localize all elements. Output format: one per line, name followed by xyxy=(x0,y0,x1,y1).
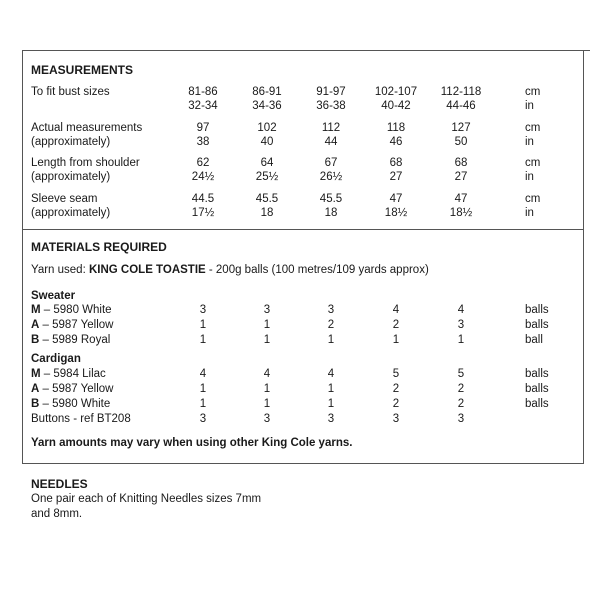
yarn-quantity: 5 xyxy=(392,368,400,380)
yarn-quantity: 2 xyxy=(392,383,400,395)
yarn-color: – 5987 Yellow xyxy=(39,383,114,395)
measurement-cm-value: 68 xyxy=(454,157,468,169)
yarn-code: A xyxy=(31,319,40,331)
measurement-in-value: 24½ xyxy=(191,171,215,183)
measurement-in-value: 26½ xyxy=(319,171,343,183)
measurement-in-value: 18½ xyxy=(449,207,473,219)
yarn-code: M xyxy=(31,304,41,316)
yarn-quantity: 3 xyxy=(392,413,400,425)
unit-cm: cm xyxy=(525,86,541,98)
measurement-cm-value: 81-86 xyxy=(188,86,218,98)
yarn-quantity: 3 xyxy=(457,319,465,331)
measurement-in-value: 18 xyxy=(324,207,338,219)
yarn-quantity: 1 xyxy=(263,398,271,410)
measurement-cm-value: 62 xyxy=(196,157,210,169)
yarn-color: – 5980 White xyxy=(40,304,112,316)
measurement-cm-value: 97 xyxy=(196,122,210,134)
unit-cm: cm xyxy=(525,193,541,205)
yarn-quantity: 3 xyxy=(263,413,271,425)
yarn-quantity: 3 xyxy=(199,304,207,316)
measurement-in-value: 40 xyxy=(260,136,274,148)
yarn-code: B xyxy=(31,398,40,410)
yarn-color: – 5989 Royal xyxy=(39,334,111,346)
measurement-in-value: 44-46 xyxy=(446,100,476,112)
measurements-heading: MEASUREMENTS xyxy=(31,63,134,77)
needles-line-2: and 8mm. xyxy=(31,508,83,520)
yarn-code: M xyxy=(31,368,41,380)
measurement-in-value: 17½ xyxy=(191,207,215,219)
unit-in: in xyxy=(525,171,534,183)
measurement-in-value: 27 xyxy=(389,171,403,183)
yarn-unit: balls xyxy=(525,368,549,380)
yarn-quantity: 1 xyxy=(392,334,400,346)
measurement-in-value: 32-34 xyxy=(188,100,218,112)
yarn-quantity: 1 xyxy=(457,334,465,346)
yarn-quantity: 2 xyxy=(457,398,465,410)
measurement-in-value: 38 xyxy=(196,136,210,148)
yarn-color: – 5987 Yellow xyxy=(39,319,114,331)
yarn-code: A xyxy=(31,383,40,395)
measurement-sublabel: (approximately) xyxy=(31,207,111,219)
measurement-in-value: 25½ xyxy=(255,171,279,183)
yarn-quantity: 1 xyxy=(199,398,207,410)
yarn-quantity: 3 xyxy=(263,304,271,316)
measurement-cm-value: 64 xyxy=(260,157,274,169)
yarn-quantity: 1 xyxy=(263,334,271,346)
yarn-row-label xyxy=(31,397,110,411)
measurement-sublabel: (approximately) xyxy=(31,171,111,183)
yarn-quantity: 2 xyxy=(327,319,335,331)
measurement-in-value: 50 xyxy=(454,136,468,148)
yarn-quantity: 1 xyxy=(327,334,335,346)
materials-heading: MATERIALS REQUIRED xyxy=(31,240,167,254)
yarn-quantity: 4 xyxy=(392,304,400,316)
measurement-cm-value: 118 xyxy=(386,122,406,134)
yarn-color: – 5980 White xyxy=(39,398,111,410)
measurement-label: Actual measurements xyxy=(31,122,143,134)
measurement-in-value: 27 xyxy=(454,171,468,183)
right-border xyxy=(583,50,584,464)
yarn-quantity: 4 xyxy=(327,368,335,380)
top-border xyxy=(22,50,590,51)
measurement-cm-value: 112 xyxy=(321,122,341,134)
yarn-quantity: 3 xyxy=(327,413,335,425)
measurement-in-value: 40-42 xyxy=(381,100,411,112)
measurement-cm-value: 112-118 xyxy=(440,86,482,98)
measurement-in-value: 18½ xyxy=(384,207,408,219)
measurement-cm-value: 91-97 xyxy=(316,86,346,98)
left-border xyxy=(22,50,23,464)
measurement-cm-value: 45.5 xyxy=(255,193,279,205)
yarn-quantity: 3 xyxy=(199,413,207,425)
measurement-cm-value: 68 xyxy=(389,157,403,169)
yarn-row-label xyxy=(31,318,114,332)
yarn-color: – 5984 Lilac xyxy=(40,368,106,380)
measurement-cm-value: 127 xyxy=(451,122,471,134)
yarn-quantity: 1 xyxy=(327,398,335,410)
measurement-cm-value: 102-107 xyxy=(374,86,418,98)
yarn-quantity: 1 xyxy=(199,383,207,395)
needles-heading: NEEDLES xyxy=(31,477,88,491)
yarn-quantity: 3 xyxy=(457,413,465,425)
yarn-row-label xyxy=(31,412,131,426)
unit-in: in xyxy=(525,207,534,219)
section-divider xyxy=(22,229,584,230)
measurement-cm-value: 47 xyxy=(389,193,403,205)
needles-line-1: One pair each of Knitting Needles sizes 7mm xyxy=(31,493,262,505)
yarn-code: B xyxy=(31,334,40,346)
yarn-quantity: 1 xyxy=(263,319,271,331)
measurement-cm-value: 86-91 xyxy=(252,86,282,98)
yarn-row-label xyxy=(31,303,112,317)
yarn-row-label xyxy=(31,382,114,396)
yarn-color: Buttons - ref BT208 xyxy=(31,413,131,425)
measurement-cm-value: 67 xyxy=(324,157,338,169)
yarn-row-label xyxy=(31,333,110,347)
measurement-in-value: 36-38 xyxy=(316,100,346,112)
unit-cm: cm xyxy=(525,157,541,169)
measurement-in-value: 18 xyxy=(260,207,274,219)
measurement-in-value: 44 xyxy=(324,136,338,148)
yarn-quantity: 1 xyxy=(327,383,335,395)
measurement-label: To fit bust sizes xyxy=(31,86,110,98)
yarn-note: Yarn amounts may vary when using other King Cole yarns. xyxy=(31,437,353,449)
measurement-cm-value: 45.5 xyxy=(319,193,343,205)
measurement-label: Sleeve seam xyxy=(31,193,98,205)
measurement-in-value: 46 xyxy=(389,136,403,148)
yarn-quantity: 1 xyxy=(199,319,207,331)
measurement-label: Length from shoulder xyxy=(31,157,140,169)
yarn-quantity: 1 xyxy=(199,334,207,346)
yarn-suffix: - 200g balls (100 metres/109 yards approx) xyxy=(205,264,429,276)
measurement-cm-value: 102 xyxy=(257,122,277,134)
measurement-cm-value: 47 xyxy=(454,193,468,205)
yarn-unit: balls xyxy=(525,398,549,410)
cardigan-title: Cardigan xyxy=(31,353,81,365)
yarn-unit: balls xyxy=(525,383,549,395)
measurement-in-value: 34-36 xyxy=(252,100,282,112)
bottom-border xyxy=(22,463,584,464)
yarn-unit: ball xyxy=(525,334,543,346)
yarn-quantity: 4 xyxy=(457,304,465,316)
yarn-quantity: 1 xyxy=(263,383,271,395)
yarn-quantity: 4 xyxy=(199,368,207,380)
yarn-row-label xyxy=(31,367,106,381)
yarn-unit: balls xyxy=(525,304,549,316)
yarn-quantity: 2 xyxy=(392,319,400,331)
unit-in: in xyxy=(525,136,534,148)
measurement-sublabel: (approximately) xyxy=(31,136,111,148)
yarn-quantity: 2 xyxy=(457,383,465,395)
yarn-quantity: 3 xyxy=(327,304,335,316)
yarn-used-line xyxy=(31,263,429,277)
yarn-quantity: 4 xyxy=(263,368,271,380)
yarn-prefix: Yarn used: xyxy=(31,264,89,276)
unit-cm: cm xyxy=(525,122,541,134)
yarn-unit: balls xyxy=(525,319,549,331)
unit-in: in xyxy=(525,100,534,112)
yarn-name: KING COLE TOASTIE xyxy=(88,264,206,276)
measurement-cm-value: 44.5 xyxy=(191,193,215,205)
yarn-quantity: 2 xyxy=(392,398,400,410)
sweater-title: Sweater xyxy=(31,290,76,302)
yarn-quantity: 5 xyxy=(457,368,465,380)
